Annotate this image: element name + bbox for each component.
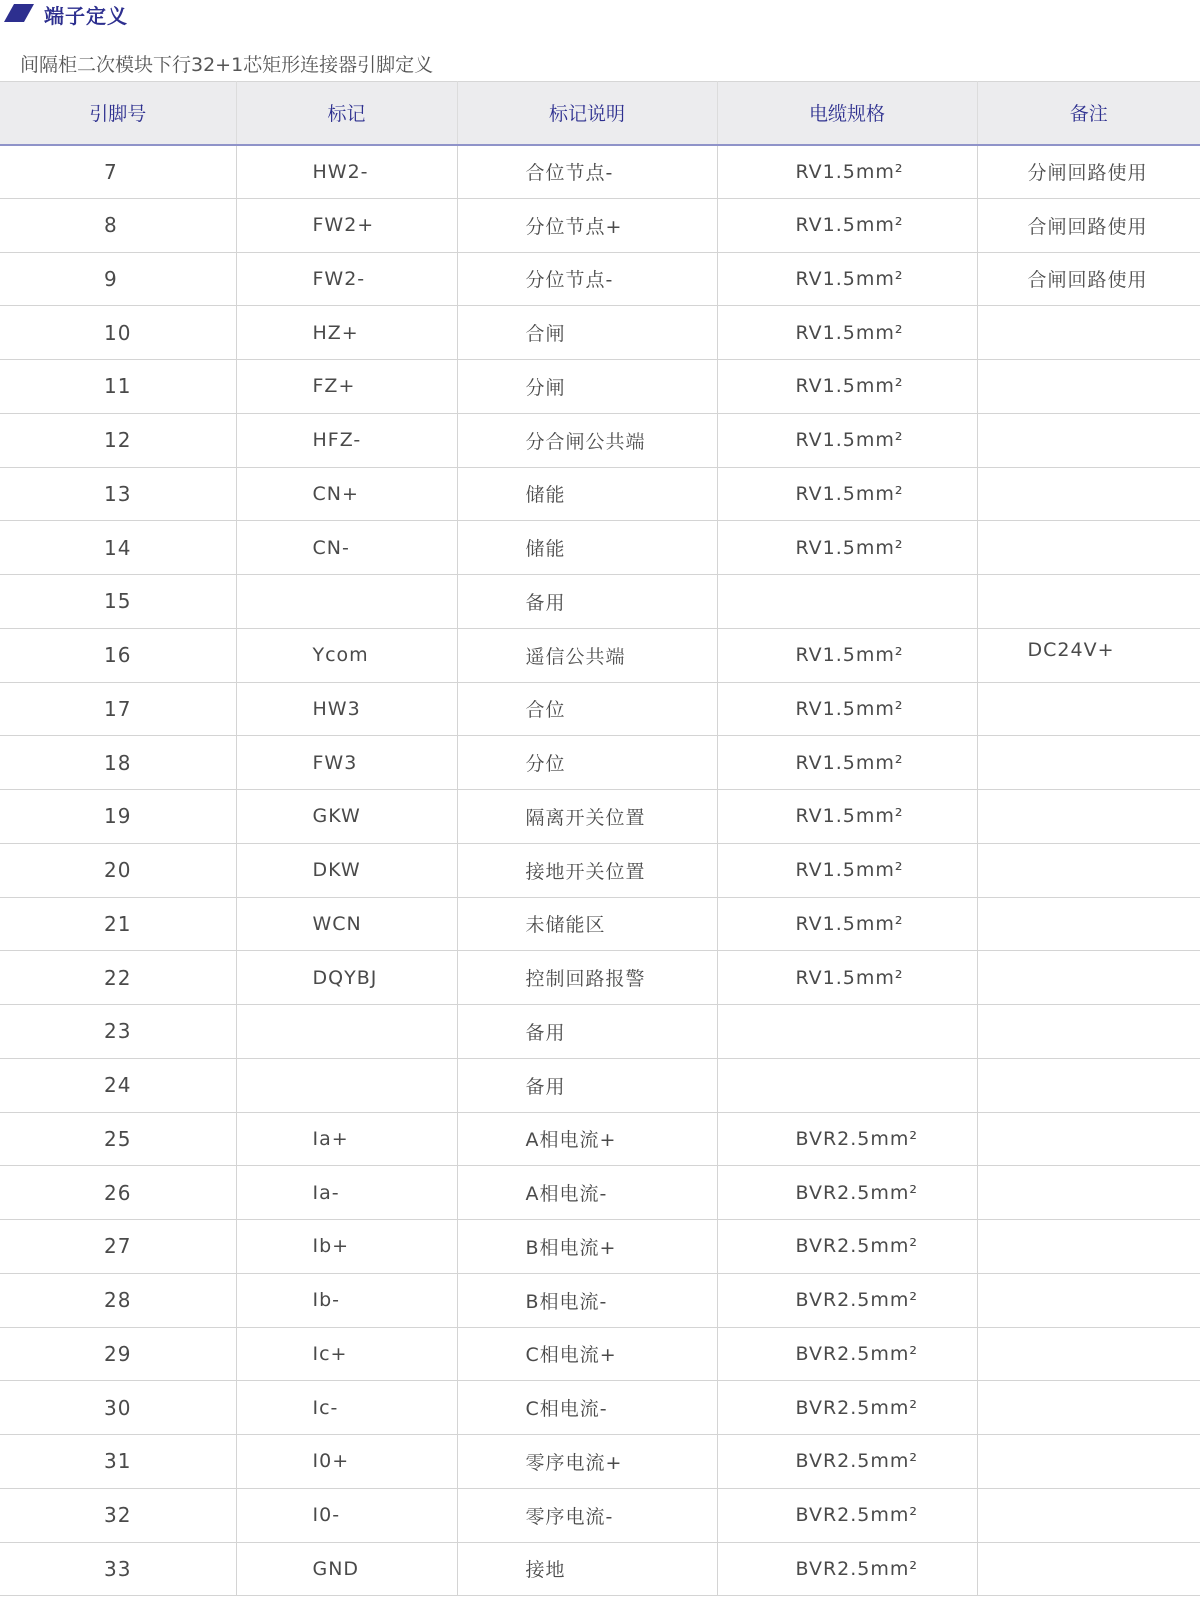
mark-description-cell: 备用 xyxy=(457,1058,717,1112)
mark-description-cell: 分位节点+ xyxy=(457,198,717,252)
remarks-cell xyxy=(977,521,1200,575)
cable-spec-cell: BVR2.5mm² xyxy=(717,1166,977,1220)
remarks-cell xyxy=(977,1327,1200,1381)
mark-description-cell: 备用 xyxy=(457,1005,717,1059)
remarks-cell xyxy=(977,306,1200,360)
mark-description-cell: A相电流+ xyxy=(457,1112,717,1166)
mark-description-cell: B相电流+ xyxy=(457,1220,717,1274)
table-row xyxy=(0,467,1200,521)
remarks-cell xyxy=(977,1112,1200,1166)
mark-description-cell: 分位节点- xyxy=(457,252,717,306)
table-body xyxy=(0,145,1200,1596)
mark-description-cell: 备用 xyxy=(457,575,717,629)
mark-description-cell: 接地开关位置 xyxy=(457,843,717,897)
cable-spec-cell: BVR2.5mm² xyxy=(717,1435,977,1489)
cable-spec-cell: BVR2.5mm² xyxy=(717,1327,977,1381)
mark-description-cell: 分闸 xyxy=(457,360,717,414)
remarks-cell xyxy=(977,1381,1200,1435)
remarks-cell xyxy=(977,897,1200,951)
cable-spec-cell: RV1.5mm² xyxy=(717,628,977,682)
remarks-cell: 分闸回路使用 xyxy=(977,145,1200,199)
table-row xyxy=(0,1005,1200,1059)
pin-definition-table xyxy=(0,81,1200,1596)
table-row xyxy=(0,843,1200,897)
mark-cell: Ib- xyxy=(236,1273,457,1327)
header-mark-description: 标记说明 xyxy=(457,82,717,145)
remarks-cell xyxy=(977,1542,1200,1596)
remarks-cell xyxy=(977,1273,1200,1327)
mark-description-cell: 合闸 xyxy=(457,306,717,360)
mark-cell: CN+ xyxy=(236,467,457,521)
pin-number-cell: 16 xyxy=(0,628,236,682)
pin-number-cell: 22 xyxy=(0,951,236,1005)
remarks-cell xyxy=(977,1220,1200,1274)
header-cable-spec: 电缆规格 xyxy=(717,82,977,145)
pin-number-cell: 32 xyxy=(0,1488,236,1542)
mark-cell: FW2- xyxy=(236,252,457,306)
table-caption: 间隔柜二次模块下行32+1芯矩形连接器引脚定义 xyxy=(20,54,434,76)
mark-cell: Ia+ xyxy=(236,1112,457,1166)
remarks-cell: 合闸回路使用 xyxy=(977,252,1200,306)
table-row xyxy=(0,1327,1200,1381)
cable-spec-cell: RV1.5mm² xyxy=(717,790,977,844)
remarks-cell xyxy=(977,1058,1200,1112)
cable-spec-cell xyxy=(717,1005,977,1059)
pin-number-cell: 20 xyxy=(0,843,236,897)
cable-spec-cell: RV1.5mm² xyxy=(717,467,977,521)
mark-cell: Ia- xyxy=(236,1166,457,1220)
mark-description-cell: 合位节点- xyxy=(457,145,717,199)
pin-number-cell: 27 xyxy=(0,1220,236,1274)
mark-description-cell: 零序电流- xyxy=(457,1488,717,1542)
mark-cell: I0- xyxy=(236,1488,457,1542)
table-row xyxy=(0,575,1200,629)
cable-spec-cell: BVR2.5mm² xyxy=(717,1488,977,1542)
pin-number-cell: 23 xyxy=(0,1005,236,1059)
mark-cell: WCN xyxy=(236,897,457,951)
mark-description-cell: B相电流- xyxy=(457,1273,717,1327)
cable-spec-cell xyxy=(717,575,977,629)
remarks-cell xyxy=(977,1488,1200,1542)
table-row xyxy=(0,736,1200,790)
mark-description-cell: 分位 xyxy=(457,736,717,790)
table-row xyxy=(0,1381,1200,1435)
pin-number-cell: 26 xyxy=(0,1166,236,1220)
remarks-cell xyxy=(977,682,1200,736)
mark-cell: Ic- xyxy=(236,1381,457,1435)
cable-spec-cell: RV1.5mm² xyxy=(717,252,977,306)
mark-cell: HW2- xyxy=(236,145,457,199)
table-row xyxy=(0,1542,1200,1596)
cable-spec-cell: RV1.5mm² xyxy=(717,198,977,252)
mark-cell xyxy=(236,1005,457,1059)
cable-spec-cell: RV1.5mm² xyxy=(717,521,977,575)
cable-spec-cell: RV1.5mm² xyxy=(717,897,977,951)
table-row xyxy=(0,521,1200,575)
pin-definition-table-container xyxy=(0,81,1200,1596)
pin-number-cell: 21 xyxy=(0,897,236,951)
section-title: 端子定义 xyxy=(44,4,128,28)
pin-number-cell: 13 xyxy=(0,467,236,521)
mark-cell: FZ+ xyxy=(236,360,457,414)
mark-cell: I0+ xyxy=(236,1435,457,1489)
mark-description-cell: C相电流+ xyxy=(457,1327,717,1381)
mark-description-cell: 遥信公共端 xyxy=(457,628,717,682)
remarks-cell xyxy=(977,736,1200,790)
remarks-cell xyxy=(977,1005,1200,1059)
remarks-cell xyxy=(977,951,1200,1005)
mark-cell xyxy=(236,575,457,629)
table-header-row xyxy=(0,82,1200,145)
table-row xyxy=(0,306,1200,360)
table-row xyxy=(0,1273,1200,1327)
header-remarks: 备注 xyxy=(977,82,1200,145)
cable-spec-cell: RV1.5mm² xyxy=(717,682,977,736)
mark-cell: HZ+ xyxy=(236,306,457,360)
pin-number-cell: 30 xyxy=(0,1381,236,1435)
cable-spec-cell: BVR2.5mm² xyxy=(717,1381,977,1435)
remarks-cell xyxy=(977,575,1200,629)
remarks-cell xyxy=(977,1166,1200,1220)
pin-number-cell: 29 xyxy=(0,1327,236,1381)
table-row xyxy=(0,628,1200,682)
mark-description-cell: 合位 xyxy=(457,682,717,736)
pin-number-cell: 12 xyxy=(0,413,236,467)
pin-number-cell: 11 xyxy=(0,360,236,414)
cable-spec-cell: RV1.5mm² xyxy=(717,951,977,1005)
mark-description-cell: C相电流- xyxy=(457,1381,717,1435)
mark-description-cell: 分合闸公共端 xyxy=(457,413,717,467)
pin-number-cell: 28 xyxy=(0,1273,236,1327)
cable-spec-cell: RV1.5mm² xyxy=(717,145,977,199)
pin-number-cell: 15 xyxy=(0,575,236,629)
cable-spec-cell: BVR2.5mm² xyxy=(717,1112,977,1166)
remarks-cell xyxy=(977,790,1200,844)
mark-cell xyxy=(236,1058,457,1112)
cable-spec-cell xyxy=(717,1058,977,1112)
mark-cell: HW3 xyxy=(236,682,457,736)
pin-number-cell: 31 xyxy=(0,1435,236,1489)
mark-cell: Ic+ xyxy=(236,1327,457,1381)
table-row xyxy=(0,790,1200,844)
remarks-cell xyxy=(977,843,1200,897)
pin-number-cell: 9 xyxy=(0,252,236,306)
table-row xyxy=(0,252,1200,306)
table-row xyxy=(0,198,1200,252)
mark-cell: Ib+ xyxy=(236,1220,457,1274)
pin-number-cell: 7 xyxy=(0,145,236,199)
remarks-cell: DC24V+ xyxy=(977,628,1200,682)
mark-description-cell: 控制回路报警 xyxy=(457,951,717,1005)
table-row xyxy=(0,1488,1200,1542)
slash-decoration-icon xyxy=(4,4,34,22)
table-row xyxy=(0,1058,1200,1112)
mark-description-cell: 接地 xyxy=(457,1542,717,1596)
cable-spec-cell: RV1.5mm² xyxy=(717,360,977,414)
table-row xyxy=(0,951,1200,1005)
remarks-cell: 合闸回路使用 xyxy=(977,198,1200,252)
cable-spec-cell: BVR2.5mm² xyxy=(717,1220,977,1274)
pin-number-cell: 24 xyxy=(0,1058,236,1112)
table-row xyxy=(0,1435,1200,1489)
cable-spec-cell: RV1.5mm² xyxy=(717,413,977,467)
cable-spec-cell: RV1.5mm² xyxy=(717,306,977,360)
cable-spec-cell: BVR2.5mm² xyxy=(717,1273,977,1327)
table-row xyxy=(0,145,1200,199)
mark-cell: FW2+ xyxy=(236,198,457,252)
remarks-cell xyxy=(977,413,1200,467)
pin-number-cell: 18 xyxy=(0,736,236,790)
pin-number-cell: 17 xyxy=(0,682,236,736)
table-row xyxy=(0,1112,1200,1166)
table-row xyxy=(0,413,1200,467)
pin-number-cell: 10 xyxy=(0,306,236,360)
mark-cell: Ycom xyxy=(236,628,457,682)
table-row xyxy=(0,1220,1200,1274)
mark-description-cell: 零序电流+ xyxy=(457,1435,717,1489)
cable-spec-cell: RV1.5mm² xyxy=(717,843,977,897)
mark-cell: GKW xyxy=(236,790,457,844)
table-row xyxy=(0,682,1200,736)
section-header xyxy=(0,0,400,30)
cable-spec-cell: BVR2.5mm² xyxy=(717,1542,977,1596)
mark-cell: FW3 xyxy=(236,736,457,790)
mark-cell: DKW xyxy=(236,843,457,897)
mark-cell: HFZ- xyxy=(236,413,457,467)
remarks-cell xyxy=(977,360,1200,414)
table-row xyxy=(0,897,1200,951)
mark-cell: CN- xyxy=(236,521,457,575)
header-mark: 标记 xyxy=(236,82,457,145)
mark-description-cell: 未储能区 xyxy=(457,897,717,951)
mark-description-cell: 隔离开关位置 xyxy=(457,790,717,844)
remarks-cell xyxy=(977,467,1200,521)
pin-number-cell: 8 xyxy=(0,198,236,252)
pin-number-cell: 33 xyxy=(0,1542,236,1596)
mark-description-cell: A相电流- xyxy=(457,1166,717,1220)
pin-number-cell: 25 xyxy=(0,1112,236,1166)
mark-description-cell: 储能 xyxy=(457,521,717,575)
cable-spec-cell: RV1.5mm² xyxy=(717,736,977,790)
table-row xyxy=(0,1166,1200,1220)
table-row xyxy=(0,360,1200,414)
mark-cell: GND xyxy=(236,1542,457,1596)
pin-number-cell: 19 xyxy=(0,790,236,844)
pin-number-cell: 14 xyxy=(0,521,236,575)
header-pin-number: 引脚号 xyxy=(0,82,236,145)
mark-description-cell: 储能 xyxy=(457,467,717,521)
remarks-cell xyxy=(977,1435,1200,1489)
mark-cell: DQYBJ xyxy=(236,951,457,1005)
